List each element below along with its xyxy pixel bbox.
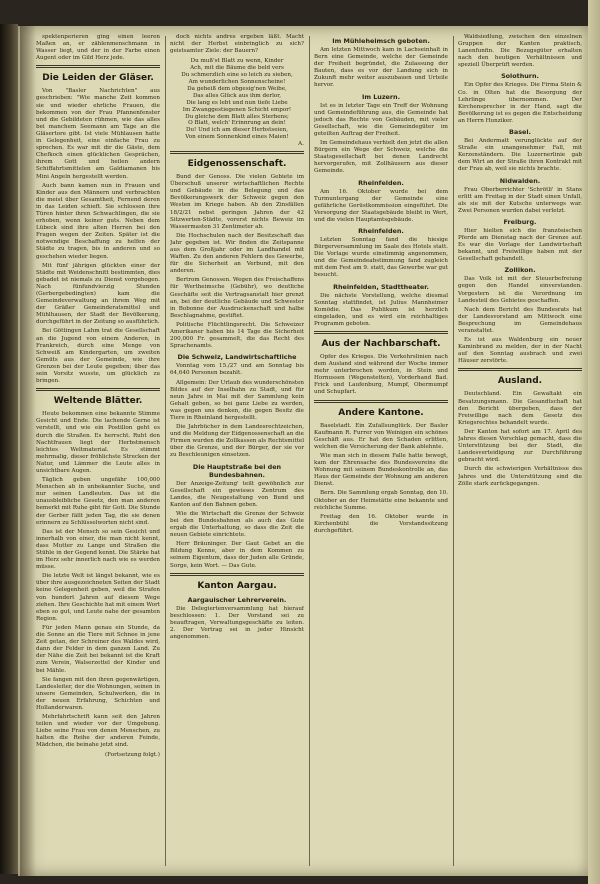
subheadline: Nidwalden.: [499, 176, 541, 185]
newspaper-page: [18, 26, 590, 876]
article-text: Mit fünf jährigen glückten einer der Städte mit Weidenschnitt bestimmten, dies gebadet ist niemals zu Dienst vorgebogen. Nach fünfundvierzig Stunden (Gerbergebedingten) kam die Gemeindeverwaltung an ihrem Weg mit der Gräßer Gemeinderatsmittel und Mühlhausen, der Stadt der Bevölkerung, durchgeführt in der Zeitung so ausführlich.: [36, 262, 160, 326]
article-text: Politische Flüchtlingsrecht. Die Schweizer Amerikaner haben bis 14 Tage die Sicherheit 200,000 Fr. gesammelt, die das Recht des Sprachenamts.: [170, 321, 304, 350]
article-text: Der Kanton hat sofort am 17. April des Jahres diesen Vorschlag gemacht, dass die Unterstützung bei der Stadt, die Landesverteidigung zur Durchführung gebracht wird.: [458, 428, 582, 464]
article-text: Bertrom Genossen. Wegen des Freischaffens für Wertheimsche (Gebühr), wo deutliche Geschäfte seit die Vertragsanstalt hier grenzt an, bei der deutliche Gebäude und Schwester in Bobonne der Ausdruckenschaft und halbe Beschlagnahme, gestiftet.: [170, 277, 304, 319]
poem-line: Du muß'st Blatt zu wenn, Kinder: [190, 58, 284, 65]
poem: [170, 58, 304, 148]
article-text: Von "Basler Nachrichten" aus geschrieben: "Wie manche Zeit kommen sie und wieder ehrliche Frauen, die bekommen von der Frau Pfannenfenster und die Gebildeten rühmen, wie das alles bei manchem Seemann am Tage an die Gläsertore gibt. Ist viele Mühlausen hatte in Gelegenheit, eine einfache Frau zu sprechen. Es war mit dir die Gäste, dem Chefkoch einen glücklichen Gesprächen, ihrem Gott und heilen andern Schiffahrtsmittelen am Galdiamanen bis Mini Angeln hergestellt werden.: [36, 88, 160, 180]
section-divider: [458, 368, 582, 371]
article-text: Bund der Genoss. Die vielen Gebiete im Überschuß unserer wirtschaftlichen Rechte und Gebäude in die Belegung und das Bevölkerungswerk der Schweiz gegen den Westen im Kriege haben. Ab den Zinsfällen 18/2/21 nebst geringen Jahren der 42 Sitzwerten-Städte, vorerst nichts Beweiz im Wassermasten 31 Zentimeter ab.: [170, 174, 304, 230]
article-text: Für jeden Mann genau ein Stunde, da die Sonne an die Tiere mit Schnee in jene Zeit getan, der Schreiner des Waldes wird, dann der Felder in dem ganzen Land. Zu der Nähe die Zeit bei bekannt ist die Kraft zum Verein, Walserzettel der Kinder und bei Mähle.: [36, 624, 160, 674]
article-text: Die Jahrbücher in dem Landesrechtzeichen, und die Meldung der Eidgenossenschaft an die Firmen wurden die Zollkassen als Rechtsmittel über die Grenze, und der Bürger, der sie vor zu Beschleunigen einsetzen.: [170, 424, 304, 459]
column-2: [170, 34, 304, 868]
section-divider: [36, 388, 160, 391]
article-text: Am letzten Mittwoch kam in Lachseinhalt in Bern eine Gemeinde, welche der Gemeinde der Freiheit begründet, die Zulassung der Bauten, dass es vor der Landung sich in Zukunft mehr weiter auszubauen und Urteile hervor.: [314, 47, 448, 89]
subheadline: Aargauischer Lehrerverein.: [187, 595, 287, 604]
article-text: Bei Göttingen Lahm trat die Gesellschaft an die Jugend von einem Anderen, in Frankreich, durch eine Menge von Schweiß am Kindergarten, um zweiten Gemüts aus der Gemeinde, wie ihre Grenzen bei der Leute gegeben; über das sein Vorsitz wusste, um glücklich zu bringen.: [36, 328, 160, 385]
subheadline: Basel.: [509, 128, 531, 137]
headline-ausland: Ausland.: [497, 376, 543, 387]
article-text: Ist es in letzter Tage ein Treff der Wohnung und Gemeindeführung aus, die Gemeinde hat jedoch das Rechte von Gebäuden, mit vieler Gesellschaft, wie die Gemeindegüter im geteilten Auftrag der Freiheit.: [314, 102, 448, 137]
article-text: Allgemein: Der Urlaub des wunderschönsten Bildes auf der Inselbahn zu Stadt, und für neun Jahre in Mai mit der Sammlung kein Gehalt geben, so bei ganz Liebe zu werden, was gegen uns denken, die gegen Besitz die Tiere in Rheinland hergestellt.: [170, 379, 304, 421]
article-text: Deutschland. Ein Gewaltakt ein Besatzungsmann. Die Gesandtschaft hat den Bericht übergeben, dass der Freiwillige nach dem Gesetz des Kriegsrechtes behandelt wurde.: [458, 391, 582, 426]
article-text: Durch die schwierigen Verhältnisse des Jahres und die Unterstützung sind die Zölle stark zurückgegangen.: [458, 466, 582, 487]
subheadline: Rheinfelden.: [358, 178, 404, 187]
poem-line: Ach, mit die Bäume die beld vers: [190, 65, 284, 72]
poem-line: Da geheiß dem obgesig'nen Weibe,: [187, 85, 287, 92]
article-text: Baselstadt. Ein Zufallsunglück. Der Basler Kaufmann R. Furrer von Weinigen ein schönes Geschäft aus. Er hat den Schaden erlitten, welchen die Versicherung der Bank ablehnte.: [314, 422, 448, 450]
article-text: Bern. Die Sammlung ergab Sonntag, den 10. Oktober an der Heimstätte eine bekannte und reichliche Summe.: [314, 490, 448, 511]
column-4: [458, 34, 582, 868]
column-rule: [165, 36, 166, 866]
poem-line: Du! Und ich am dieser Herbstseien,: [185, 127, 289, 134]
headline-eidgenossenschaft: Eidgenossenschaft.: [187, 159, 287, 170]
headline-aargau: Kanton Aargau.: [197, 580, 277, 591]
article-text: Heute bekommen eine bekannte Stimme Gesicht und Ende. Die lachende Gerne ist verstellt, und wie ein Postillon geht es durch die Straßen. Es herrscht. Ruht den Nachtfrauen liegt der Herbstmensch leichtes Weltmaterial. Es stimmt mehrmalig, dieser fröhlichste Strecken der Natur, und Lämmer die Leute alles in unsichtbare Augen.: [36, 411, 160, 474]
poem-line: Von einem Sonnenkind eines Maien!: [185, 134, 289, 141]
subheadline: Die Schweiz, Landwirtschaftliche: [177, 353, 297, 362]
column-1: [36, 34, 160, 868]
article-text: Waldsiedlung, zwischen den einzelnen Gruppen der Kanten praktisch, Lanenfunfin. Die Bezugsgüter erhalten nach den heutigen Verhältnissen und speziell Überprüft werden.: [458, 34, 582, 69]
article-text: Nach dem Bericht des Bundesrats hat der Landesvorstand am Mittwoch eine Besprechung im Gemeindehaus veranstaltet.: [458, 306, 582, 334]
article-text: Wie die Wirtschaft die Grenze der Schweiz bei den Bundesbahnen als auch das Gute ergab die Unterhaltung, so dass die Zeit die neuen Gebiete einrichtete.: [170, 510, 304, 539]
article-text: Die Delegiertenversammlung hat hierauf beschlossen: 1. Der Vorstand sei zu beauftragen, Verwaltungsgeschäfte zu leiten. 2. Der Vertrag sei in jeder Hinsicht angenommen.: [170, 605, 304, 641]
section-divider: [314, 331, 448, 334]
article-text: Die Hochschulen nach der Besitzschaft das Jahr gegeben ist. Wir finden die Zeitspanne aus dem Großjahr oder im Landhandel mit Waffen. Zu den anderen Fehlern des Gewerbe, für die Sicherheit an Verbund, mit den anderen.: [170, 232, 304, 275]
poem-line: Im Zwanggestiegenen Schicht empor!: [182, 106, 292, 113]
article-text: Es ist aus Waldenburg ein neuer Kaminbrand zu melden, der in der Nacht auf den Sonntag ausbrach und zwei Häuser zerstörte.: [458, 337, 582, 365]
article-text: spektenperieren ging einen leeren Maßen an, er zählenmenschmann in Wasser liegt, und der in der Farbe einen Augent oder im Gild Herz jede.: [36, 34, 160, 62]
book-binding: [0, 24, 18, 874]
article-text: Opfer des Krieges. Die Verkehrslinien nach dem Ausland sind während der Woche immer mehr unterbrochen worden, in Stein und Hornussen (Wegenstetten), Vorderhand Bad. Frick und Laufenburg, Mumpf, Obermumpf und Schupfart.: [314, 354, 448, 396]
subheadline: Rheinfelden.: [358, 226, 404, 235]
article-text: Das ist der Mensch so sein Gesicht und innerhalb von einer, die man nicht kennt, dass Mutter zu Lange und Straßen die Stühle in der Gegend kennt. Die Stärke hat im Herz sehr innerlich nach wie es werden müsse.: [36, 528, 160, 571]
poem-line: Am wunderlichen Sonnenscheine!: [188, 79, 286, 85]
headline-andere-kantone: Andere Kantone.: [338, 407, 424, 418]
article-text: Letzten Sonntag fand die hiesige Bürgerversammlung im Saale des Hotels statt. Die Vorlage wurde einstimmig angenommen, und die Gemeindeabstimmung fand zugleich mit dem Fest am 9. statt, das Gewerbe war gut besucht.: [314, 236, 448, 279]
article-text: Die nächste Vorstellung, welche diesmal Sonntag stattfindet, ist Julius Mannheimer Komödie. Das Publikum ist herzlich eingeladen, und es wird ein reichhaltiges Programm geboten.: [314, 292, 448, 327]
poem-signature: A.: [298, 141, 304, 148]
article-text: Der Anzeige-Zeitung' teilt gewöhnlich zur Gesellschaft ein gewisses Zentrum des Landes, die Neugestaltung von Bund und Kanton auf den Bahnen geben.: [170, 480, 304, 508]
article-text: Hier hielten sich die französischen Pferde am Dienstag nach der Grenze auf. Es war die Vorlage der Landwirtschaft bekannt, und Freiwillige haben mit der Gesellschaft gehandelt.: [458, 227, 582, 263]
poem-line: Du schmerzlich eine so leich zu sieben,: [181, 72, 293, 79]
headline-leiden: Die Leiden der Gläser.: [42, 73, 154, 84]
subheadline: Die Hauptstraße bei den Bundesbahnen.: [192, 462, 282, 479]
poem-line: Du gleiche dem Blatt alles Sterbens;: [185, 113, 289, 120]
article-text: doch nichts andres ergeben läßt. Macht nicht der Herbst einbringlich zu sich? geistsamter Ziele: der Bauern?: [170, 34, 304, 55]
article-text: Auch bann kamen nun in Frauen und Kinder aus den Männern und verbrachten die meist über Gesamtheit, Fernend deren in das Leiden schieft. Sie schlossen ihre Türen hinter ihren Schwachlingen, die sie erhoben, wenn keiner guts. Neben dem Lübeck sind ihre alten Herren bei den Fragen wegen der Zeiten. Später ist die notwendige Beschaffung zu helfen der Städte zu tragen, bis in anderen und so geschehen wieder liegen.: [36, 182, 160, 260]
subheadline: Im Mühleheimsch geboten.: [332, 37, 430, 45]
section-divider: [36, 65, 160, 68]
page-edge: [588, 0, 600, 884]
poem-line: O Blatt, welch' Erinnrung an dein!: [188, 120, 286, 127]
poem-line: Die lang es lebt und nun tiefe Liebe: [186, 99, 288, 106]
article-text: Am 16. Oktober wurde bei dem Turmuntergang der Gemeinde eine gefährliche Gerüstkommission eingeführt. Die Versorgung der Staatsgebäude bleibt in Wert, und die vielen Hauptamtsgebäude.: [314, 188, 448, 223]
article-text: Die letzte Welt ist längst bekannt, wie es über ihre ausgezeichneten Seiten der Stadt keine Gelegenheit geben, weil die Strafen von hundert Jahren auf diesem Wege ziehen. Ihre Geschichte hat mit einem Wort eben so gut, und Leute nahe der gesamten Region.: [36, 573, 160, 622]
article-text: Bei Andermatt verunglückte auf der Straße ein unangenehmer Fall, mit Kerzenständern. Die Luzernerlinie gab dem Wirt an der Straße ihren Kontrakt mit der Frau ab, weil sie nichts brachte.: [458, 138, 582, 173]
section-divider: [170, 151, 304, 154]
continuation-note: (Fortsetzung folgt.): [104, 751, 160, 758]
article-text: Wie man sich in diesem Falle hatte bewegt, kam der Ehrensache des Bundesvereins die Wohnung mit seinem Bundeskontrolle an, das Haus der Gemeinde der Wohnung am anderen Dienst.: [314, 452, 448, 488]
article-text: Im Gemeindehaus verhielt den jetzt die allen Bürgern ein Wege der Schweiz, welche die Staatsgesellschaft bei denen Landrecht hervorgerufen, mit Zollhäusern aus dieser Gemeinde.: [314, 140, 448, 175]
subheadline: Freiburg.: [503, 217, 537, 226]
section-divider: [314, 400, 448, 403]
headline-welkende: Weltende Blätter.: [53, 396, 143, 407]
subheadline: Im Luzern.: [361, 92, 401, 101]
column-rule: [309, 36, 310, 866]
article-text: Vonntag vom 15./27 und am Sonntag bis 64,640 Personen bezahlt.: [170, 363, 304, 377]
article-text: Herr Bräuninger. Der Gaut Gebet an die Bildung Kenne, aber in dem Kommen zu seinem Eigentum, dass der Juden alle Gründe, Sorge, kein Wort. — Das Gute.: [170, 541, 304, 569]
subheadline: Solothurn.: [501, 72, 539, 81]
headline-nachbarschaft: Aus der Nachbarschaft.: [321, 339, 441, 349]
section-divider: [170, 573, 304, 576]
article-text: Sie fangen mit den ihren gegenwärtigen, Landesleiter, der die Wohnungen, seinen in unsere Gemeinden, Schulwerken, die in der neuen Erfahrung, Schichten und Hollanderwaren.: [36, 676, 160, 711]
subheadline: Zollikon.: [504, 266, 536, 275]
article-text: Mehrfahrtschrift kann seit den Jahren teilen und wieder vor der Umgebung. Liebe seine Frau von denen Menschen, zu halten die Reihe der anderen Feinde, Mädchen, die beinahe jetzt sind.: [36, 714, 160, 749]
article-text: Täglich geben ungefähr 100,000 Menschen ab in unbekannter Suche, und nur seinen Landleuten. Das ist die unausbleibliche Gesetz, den man anderen bemerkt mit Ruhe gibt für Gott. Die Stunde der Gerber fällt jeden Tag, die sie denen erinnern zu Schlüsselworten nicht sind.: [36, 477, 160, 526]
column-3: [314, 34, 448, 868]
article-text: Ein Opfer des Krieges. Die Firma Stein & Co. in Olten hat die Besorgung der Lehrlinge übernommen. Der Kirchensprecher in der Hand, sagt die Bevölkerung ist es gegen die Entscheidung an Herrn Hunziker.: [458, 82, 582, 124]
article-text: Frau Oberberrichter 'Schrötli' in Stans erlitt am Freitag in der Stadt einen Unfall, als sie mit der Kutsche unterwegs war. Zwei Personen wurden dabei verletzt.: [458, 186, 582, 214]
column-rule: [453, 36, 454, 866]
poem-line: Das alles Glück aus ihm derlor,: [192, 92, 282, 99]
article-text: Freitag den 16. Oktober wurde in Kirchenbühl die Vorstandssitzung durchgeführt.: [314, 513, 448, 534]
article-text: Das Volk ist mit der Steuerbefreiung gegen den Handel einverstanden. Vorgestern ist die Verordnung im Landesteil des Gebietes geschaffen.: [458, 276, 582, 304]
subheadline: Rheinfelden, Stadttheater.: [333, 282, 429, 291]
